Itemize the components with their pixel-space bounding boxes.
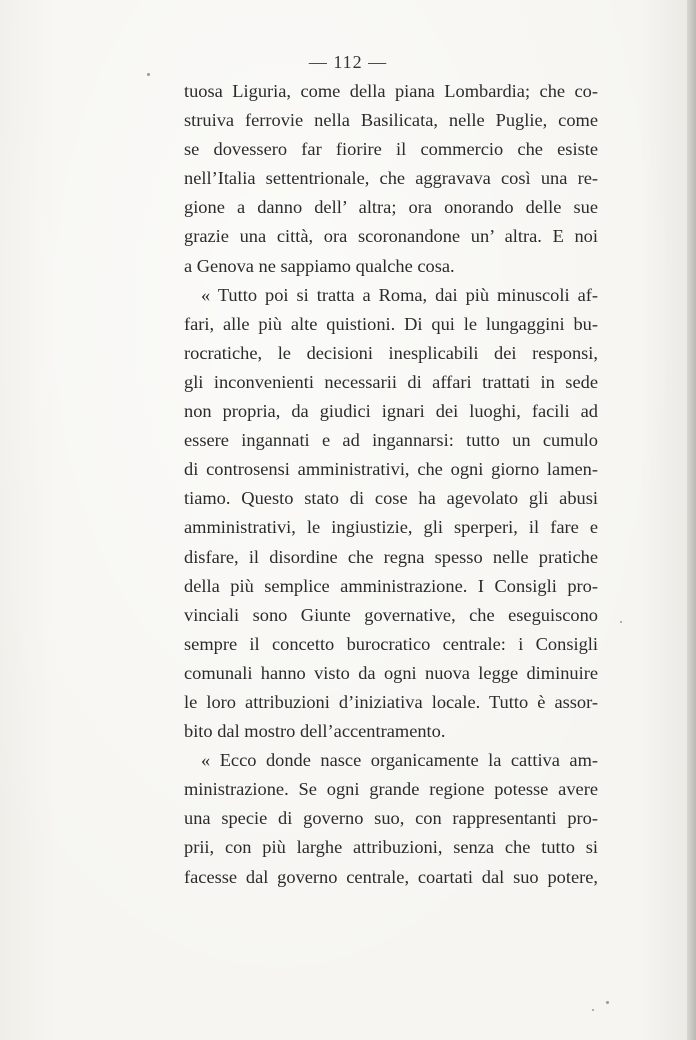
text-line: della più semplice amministrazione. I Consigli pro- <box>184 575 598 596</box>
text-line: gli inconvenienti necessarii di affari trattati in sede <box>184 371 598 392</box>
text-line: tiamo. Questo stato di cose ha agevolato gli abusi <box>184 488 598 509</box>
page-edge-shadow <box>687 0 696 1040</box>
text-line: rocratiche, le decisioni inesplicabili dei responsi, <box>184 342 598 363</box>
text-line: sempre il concetto burocratico centrale: i Consigli <box>184 633 598 654</box>
text-line: di controsensi amministrativi, che ogni giorno lamen- <box>184 459 598 480</box>
paragraph-start-line: « Tutto poi si tratta a Roma, dai più minuscoli af- <box>201 284 598 305</box>
text-line: le loro attribuzioni d’iniziativa locale. Tutto è assor- <box>184 691 598 712</box>
text-line: grazie una città, ora scoronandone un’ altra. E noi <box>184 226 598 247</box>
text-line: fari, alle più alte quistioni. Di qui le lungaggini bu- <box>184 313 598 334</box>
paper-speck <box>592 1009 594 1011</box>
text-line: una specie di governo suo, con rappresentanti pro- <box>184 808 598 829</box>
text-line: tuosa Liguria, come della piana Lombardia; che co- <box>184 81 598 101</box>
paper-speck <box>147 73 150 76</box>
text-line: ministrazione. Se ogni grande regione potesse avere <box>184 779 598 800</box>
text-line: essere ingannati e ad ingannarsi: tutto un cumulo <box>184 430 598 451</box>
paper-speck <box>606 1001 609 1004</box>
page-number: — 112 — <box>308 52 388 72</box>
body-text <box>184 77 598 892</box>
text-line: disfare, il disordine che regna spesso nelle pratiche <box>184 546 598 567</box>
text-line: nell’Italia settentrionale, che aggravava così una re- <box>184 168 598 189</box>
text-line: comunali hanno visto da ogni nuova legge diminuire <box>184 662 598 683</box>
paragraph-start-line: « Ecco donde nasce organicamente la cattiva am- <box>201 750 598 771</box>
text-line: prii, con più larghe attribuzioni, senza che tutto si <box>184 837 598 858</box>
text-line: bito dal mostro dell’accentramento. <box>184 721 446 742</box>
text-line: a Genova ne sappiamo qualche cosa. <box>184 255 455 276</box>
text-line: gione a danno dell’ altra; ora onorando delle sue <box>184 197 598 218</box>
text-line: struiva ferrovie nella Basilicata, nelle Puglie, come <box>184 110 598 131</box>
text-line: vinciali sono Giunte governative, che eseguiscono <box>184 604 598 625</box>
paper-speck <box>620 621 622 623</box>
text-line: se dovessero far fiorire il commercio che esiste <box>184 139 598 160</box>
text-line: amministrativi, le ingiustizie, gli sperperi, il fare e <box>184 517 598 538</box>
text-line: non propria, da giudici ignari dei luoghi, facili ad <box>184 401 598 422</box>
text-line: facesse dal governo centrale, coartati dal suo potere, <box>184 866 598 887</box>
